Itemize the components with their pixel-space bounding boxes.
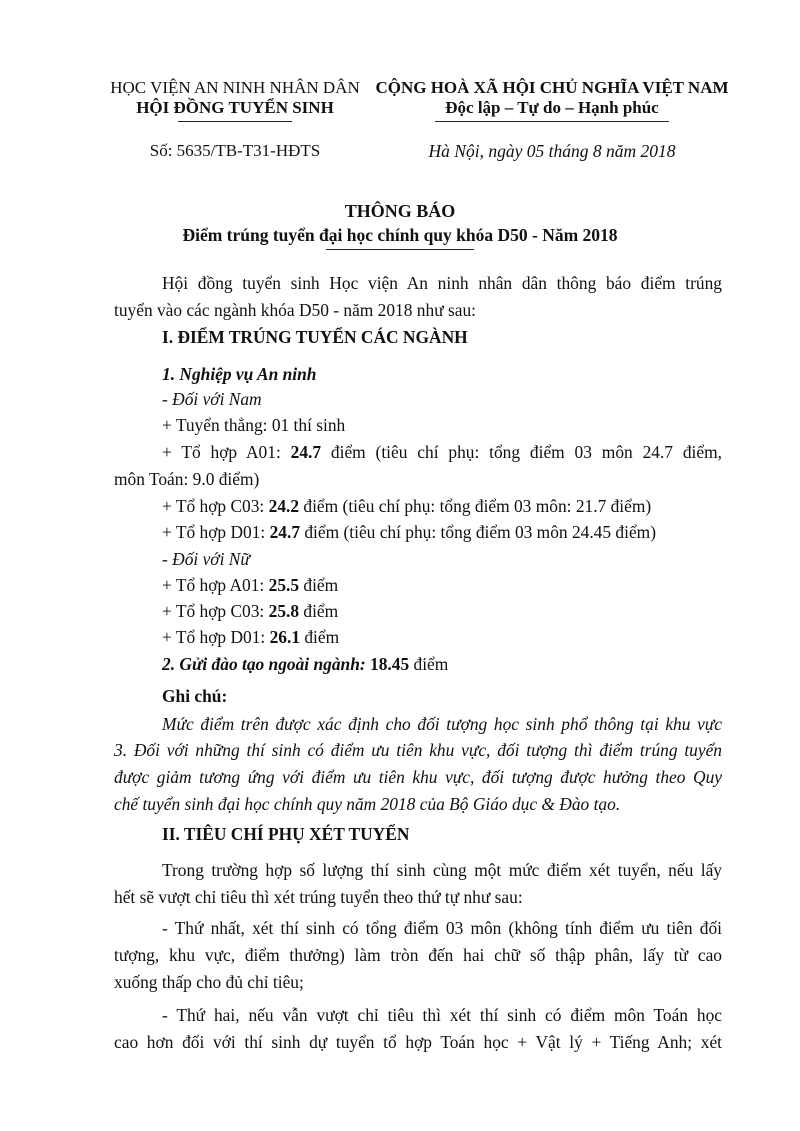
section-2-p1-line-2: hết sẽ vượt chỉ tiêu thì xét trúng tuyển theo thứ tự như sau:: [114, 887, 523, 907]
section-2-p2-line-3: xuống thấp cho đủ chỉ tiêu;: [114, 972, 304, 992]
a01-male-suffix: điểm (tiêu chí phụ: tổng điểm 03 môn 24.7 điểm,: [321, 442, 722, 462]
notice-subtitle: Điểm trúng tuyển đại học chính quy khóa D50 - Năm 2018: [182, 225, 618, 245]
c03-female-line: [162, 598, 338, 625]
note-line-4: chế tuyển sinh đại học chính quy năm 2018 của Bộ Giáo dục & Đào tạo.: [114, 794, 621, 814]
intro-line-2: tuyển vào các ngành khóa D50 - năm 2018 như sau:: [114, 300, 476, 320]
country-name: CỘNG HOÀ XÃ HỘI CHỦ NGHĨA VIỆT NAM: [375, 78, 729, 97]
motto-underline: [435, 121, 669, 122]
notice-title: THÔNG BÁO: [344, 201, 456, 221]
d01-female-line: [162, 624, 339, 651]
c03-male-prefix: + Tổ hợp C03:: [162, 496, 269, 516]
title-underline: [326, 249, 474, 250]
c03-male-suffix: điểm (tiêu chí phụ: tổng điểm 03 môn: 21.7 điểm): [299, 496, 652, 516]
d01-male-score: 24.7: [269, 522, 301, 542]
section-2-p1-line-1: Trong trường hợp số lượng thí sinh cùng một mức điểm xét tuyển, nếu lấy: [162, 860, 722, 880]
a01-male-prefix: + Tổ hợp A01:: [162, 442, 291, 462]
d01-male-line: [162, 519, 656, 546]
d01-male-prefix: + Tổ hợp D01:: [162, 522, 270, 542]
major-2-label: 2. Gửi đào tạo ngoài ngành:: [162, 654, 366, 674]
section-1-heading: I. ĐIỂM TRÚNG TUYỂN CÁC NGÀNH: [162, 327, 468, 347]
d01-female-prefix: + Tổ hợp D01:: [162, 627, 270, 647]
council-name: HỘI ĐỒNG TUYỂN SINH: [136, 98, 334, 117]
section-2-heading: II. TIÊU CHÍ PHỤ XÉT TUYỂN: [162, 824, 410, 844]
org-name: HỌC VIỆN AN NINH NHÂN DÂN: [110, 78, 360, 97]
major-2-line: [162, 651, 448, 678]
org-underline: [178, 121, 292, 122]
place-date: Hà Nội, ngày 05 tháng 8 năm 2018: [428, 141, 676, 161]
c03-female-prefix: + Tổ hợp C03:: [162, 601, 269, 621]
major-2-score: 18.45: [365, 654, 410, 674]
a01-male-score: 24.7: [290, 442, 322, 462]
section-2-p3-line-2: cao hơn đối với thí sinh dự tuyển tổ hợp Toán học + Vật lý + Tiếng Anh; xét: [114, 1032, 722, 1052]
female-label: - Đối với Nữ: [162, 549, 250, 569]
major-2-suffix: điểm: [409, 654, 449, 674]
male-label: - Đối với Nam: [162, 389, 262, 409]
section-2-p2-line-2: tượng, khu vực, điểm thưởng) làm tròn đến hai chữ số thập phân, lấy từ cao: [114, 945, 722, 965]
a01-male-continuation: môn Toán: 9.0 điểm): [114, 469, 260, 489]
note-label: Ghi chú:: [162, 686, 228, 706]
c03-female-score: 25.8: [268, 601, 300, 621]
c03-male-line: [162, 493, 651, 520]
a01-female-score: 25.5: [268, 575, 300, 595]
section-2-p3-line-1: - Thứ hai, nếu vẫn vượt chỉ tiêu thì xét thí sinh có điểm môn Toán học: [162, 1005, 722, 1025]
major-1-heading: 1. Nghiệp vụ An ninh: [162, 364, 317, 384]
d01-male-suffix: điểm (tiêu chí phụ: tổng điểm 03 môn 24.45 điểm): [300, 522, 656, 542]
doc-number: Số: 5635/TB-T31-HĐTS: [149, 141, 321, 160]
a01-female-prefix: + Tổ hợp A01:: [162, 575, 269, 595]
section-2-p2-line-1: - Thứ nhất, xét thí sinh có tổng điểm 03 môn (không tính điểm ưu tiên đối: [162, 918, 722, 938]
c03-male-score: 24.2: [268, 496, 300, 516]
d01-female-suffix: điểm: [300, 627, 340, 647]
note-line-2: 3. Đối với những thí sinh có điểm ưu tiên khu vực, đối tượng thì điểm trúng tuyển: [114, 740, 722, 760]
motto: Độc lập – Tự do – Hạnh phúc: [445, 98, 659, 117]
c03-female-suffix: điểm: [299, 601, 339, 621]
note-line-1: Mức điểm trên được xác định cho đối tượng học sinh phổ thông tại khu vực: [162, 714, 722, 734]
direct-admission: + Tuyển thẳng: 01 thí sinh: [162, 415, 346, 435]
a01-female-suffix: điểm: [299, 575, 339, 595]
a01-male-line: [162, 439, 722, 466]
a01-female-line: [162, 572, 338, 599]
d01-female-score: 26.1: [269, 627, 301, 647]
note-line-3: được giảm tương ứng với điểm ưu tiên khu vực, đối tượng được hưởng theo Quy: [114, 767, 722, 787]
intro-line-1: Hội đồng tuyển sinh Học viện An ninh nhân dân thông báo điểm trúng: [162, 273, 722, 293]
